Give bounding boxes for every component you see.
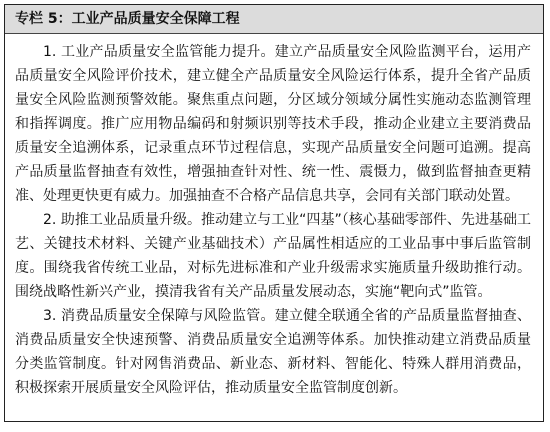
column-title: 专栏 5：工业产品质量安全保障工程	[5, 5, 543, 34]
column-box	[4, 4, 544, 422]
paragraph-1: 1. 工业产品质量安全监管能力提升。建立产品质量安全风险监测平台，运用产品质量安全风险评价技术，建立健全产品质量安全风险运行体系，提升全省产品质量安全风险监测预警效能。聚焦重点问题，分区域分领域分属性实施动态监测管理和指挥调度。推广应用物品编码和射频识别等技术手段，推动企业建立主要消费品质量安全追溯体系，记录重点环节过程信息，实现产品质量安全问题可追溯。提高产品质量监督抽查有效性，增强抽查针对性、统一性、震慑力，做到监督抽查更精准、处理更快更有威力。加强抽查不合格产品信息共享，会同有关部门联动处置。	[15, 44, 531, 204]
paragraph-2: 2. 助推工业品质量升级。推动建立与工业“四基”（核心基础零部件、先进基础工艺、关键技术材料、关键产业基础技术）产品属性相适应的工业品事中事后监管制度。围绕我省传统工业品，对标先进标准和产业升级需求实施质量升级助推行动。围绕战略性新兴产业，摸清我省有关产品质量发展动态，实施“靶向式”监管。	[15, 212, 531, 300]
paragraph-3: 3. 消费品质量安全保障与风险监管。建立健全联通全省的产品质量监督抽查、消费品质量安全快速预警、消费品质量安全追溯等体系。加快推动建立消费品质量分类监管制度。针对网售消费品、新业态、新材料、智能化、特殊人群用消费品，积极探索开展质量安全风险评估，推动质量安全监管制度创新。	[15, 308, 531, 396]
column-content	[5, 34, 543, 400]
